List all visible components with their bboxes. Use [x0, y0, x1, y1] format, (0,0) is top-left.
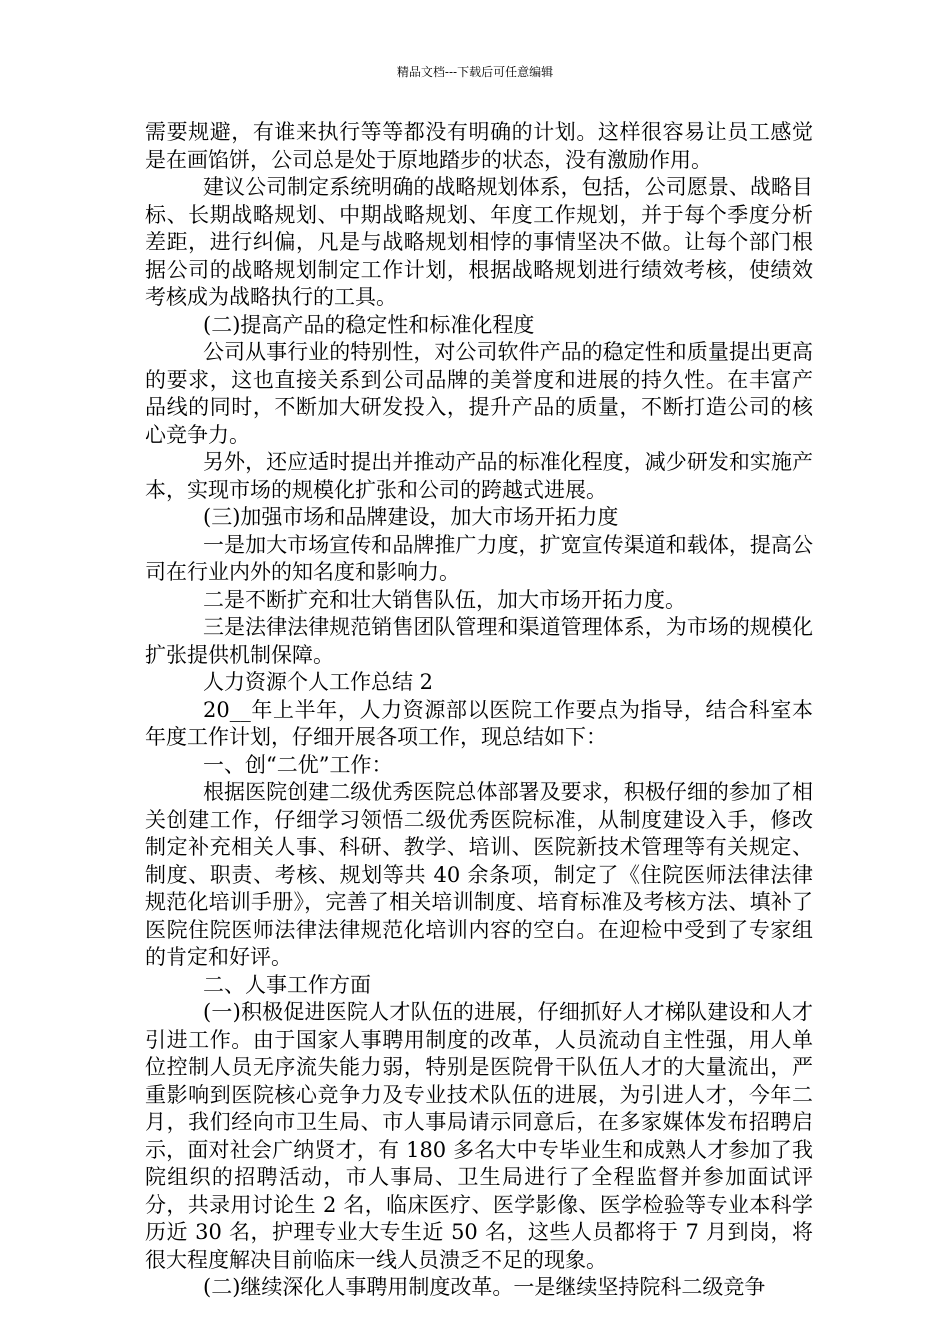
- paragraph: 三是法律法律规范销售团队管理和渠道管理体系，为市场的规模化扩张提供机制保障。: [145, 615, 813, 667]
- document-body: [145, 119, 813, 1302]
- section-heading: 二、人事工作方面: [203, 972, 371, 997]
- section-heading: 一、创“二优”工作：: [203, 752, 393, 777]
- paragraph: 另外，还应适时提出并推动产品的标准化程度，减少研发和实施产本，实现市场的规模化扩张和公司的跨越式进展。: [145, 450, 813, 502]
- paragraph: (二)继续深化人事聘用制度改革。一是继续坚持院科二级竞争: [203, 1275, 766, 1299]
- paragraph: 20__年上半年，人力资源部以医院工作要点为指导，结合科室本年度工作计划，仔细开展各项工作，现总结如下：: [145, 697, 813, 749]
- document-title: 人力资源个人工作总结 2: [203, 670, 434, 694]
- paragraph: (一)积极促进医院人才队伍的进展，仔细抓好人才梯队建设和人才引进工作。由于国家人事聘用制度的改革，人员流动自主性强，用人单位控制人员无序流失能力弱，特别是医院骨干队伍人才的大量流出，严重影响到医院核心竞争力及专业技术队伍的进展，为引进人才，今年二月，我们经向市卫生局、市人事局请示同意后，在多家媒体发布招聘启示，面对社会广纳贤才，有 180 多名大中专毕业生和成熟人才参加了我院组织的招聘活动，市人事局、卫生局进行了全程监督并参加面试评分，共录用讨论生 2 名，临床医疗、医学影像、医学检验等专业本科学历近 30 名，护理专业大专生近 50 名，这些人员都将于 7 月到岗，将很大程度解决目前临床一线人员溃乏不足的现象。: [145, 1000, 813, 1272]
- section-heading: (二)提高产品的稳定性和标准化程度: [203, 312, 535, 337]
- paragraph: 二是不断扩充和壮大销售队伍，加大市场开拓力度。: [203, 587, 686, 612]
- paragraph: 根据医院创建二级优秀医院总体部署及要求，积极仔细的参加了相关创建工作，仔细学习领悟二级优秀医院标准，从制度建设入手，修改制定补充相关人事、科研、教学、培训、医院新技术管理等有关规定、制度、职责、考核、规划等共 40 余条项，制定了《住院医师法律法律规范化培训手册》，完善了相关培训制度、培育标准及考核方法、填补了医院住院医师法律法律规范化培训内容的空白。在迎检中受到了专家组的肯定和好评。: [145, 780, 813, 969]
- paragraph: 需要规避，有谁来执行等等都没有明确的计划。这样很容易让员工感觉是在画馅饼，公司总是处于原地踏步的状态，没有激励作用。: [145, 120, 813, 172]
- paragraph: 建议公司制定系统明确的战略规划体系，包括，公司愿景、战略目标、长期战略规划、中期战略规划、年度工作规划，并于每个季度分析差距，进行纠偏，凡是与战略规划相悖的事情坚决不做。让每个部门根据公司的战略规划制定工作计划，根据战略规划进行绩效考核，使绩效考核成为战略执行的工具。: [145, 175, 813, 309]
- page-header: 精品文档---下载后可任意编辑: [396, 65, 554, 79]
- paragraph: 一是加大市场宣传和品牌推广力度，扩宽宣传渠道和载体，提高公司在行业内外的知名度和影响力。: [145, 532, 813, 584]
- section-heading: (三)加强市场和品牌建设，加大市场开拓力度: [203, 505, 619, 529]
- paragraph: 公司从事行业的特别性，对公司软件产品的稳定性和质量提出更高的要求，这也直接关系到公司品牌的美誉度和进展的持久性。在丰富产品线的同时，不断加大研发投入，提升产品的质量，不断打造公司的核心竞争力。: [145, 340, 813, 447]
